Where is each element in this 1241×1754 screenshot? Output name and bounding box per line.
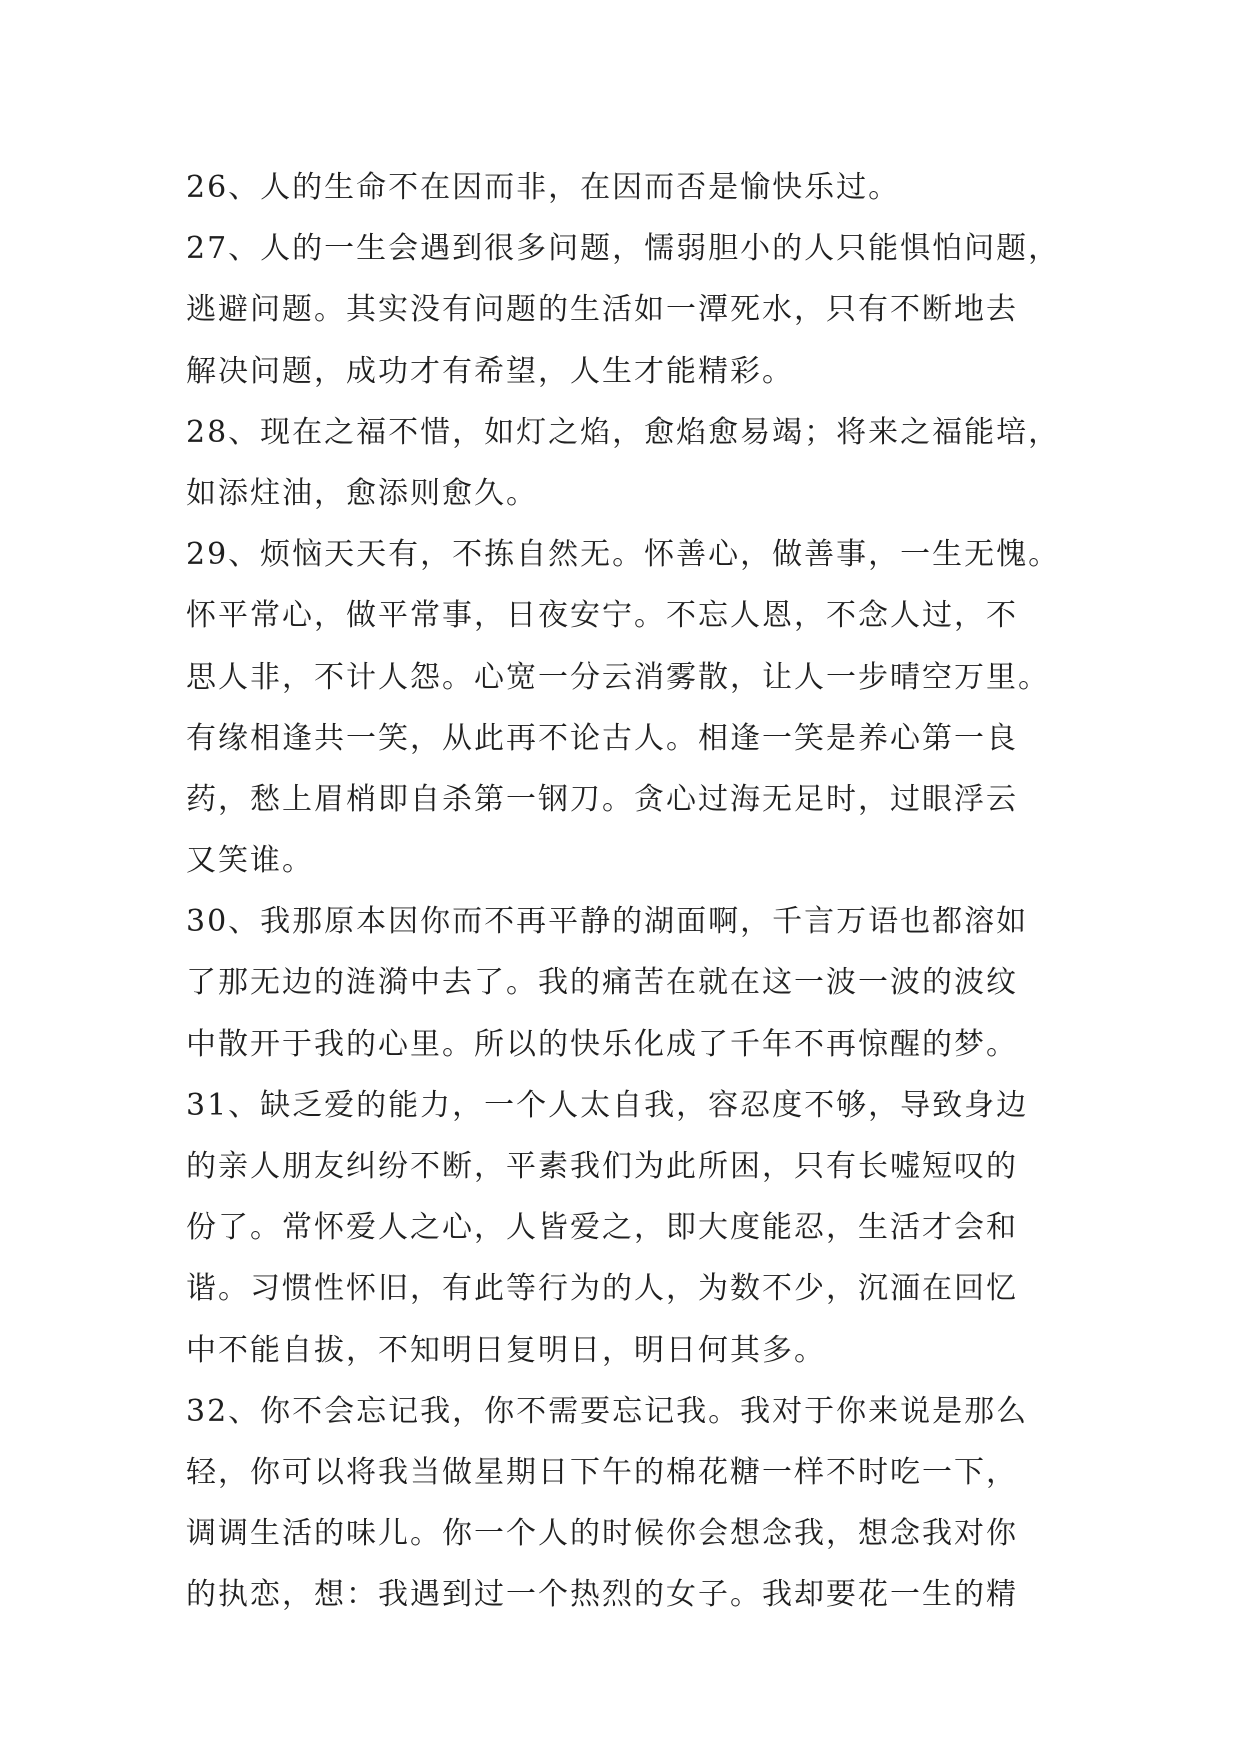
text-line: 31、缺乏爱的能力，一个人太自我，容忍度不够，导致身边 [186,1087,1029,1123]
body-text [186,157,1066,1626]
text-line: 怀平常心，做平常事，日夜安宁。不忘人恩，不念人过，不 [186,598,1018,634]
text-line: 26、人的生命不在因而非，在因而否是愉快乐过。 [186,170,901,205]
text-line: 调调生活的味儿。你一个人的时候你会想念我，想念我对你 [186,1516,1018,1552]
text-line: 份了。常怀爱人之心，人皆爱之，即大度能忍，生活才会和 [186,1210,1018,1246]
text-line: 32、你不会忘记我，你不需要忘记我。我对于你来说是那么 [186,1393,1029,1429]
text-line: 中不能自拔，不知明日复明日，明日何其多。 [186,1332,826,1368]
text-line: 27、人的一生会遇到很多问题，懦弱胆小的人只能惧怕问题， [186,231,1061,267]
text-line: 了那无边的涟漪中去了。我的痛苦在就在这一波一波的波纹 [186,965,1018,1001]
text-line: 谐。习惯性怀旧，有此等行为的人，为数不少，沉湎在回忆 [186,1271,1018,1307]
text-line: 中散开于我的心里。所以的快乐化成了千年不再惊醒的梦。 [186,1026,1018,1062]
text-line: 28、现在之福不惜，如灯之焰，愈焰愈易竭；将来之福能培， [186,414,1061,450]
text-line: 29、烦恼天天有，不拣自然无。怀善心，做善事，一生无愧。 [186,537,1061,573]
text-line: 30、我那原本因你而不再平静的湖面啊，千言万语也都溶如 [186,904,1029,940]
text-line: 轻，你可以将我当做星期日下午的棉花糖一样不时吃一下， [186,1454,1018,1490]
text-line: 有缘相逢共一笑，从此再不论古人。相逢一笑是养心第一良 [186,720,1018,756]
text-line: 的执恋，想：我遇到过一个热烈的女子。我却要花一生的精 [186,1577,1018,1613]
text-line: 逃避问题。其实没有问题的生活如一潭死水，只有不断地去 [186,292,1018,328]
text-line: 药，愁上眉梢即自杀第一钢刀。贪心过海无足时，过眼浮云 [186,781,1018,817]
text-line: 又笑谁。 [186,843,314,879]
text-line: 如添炷油，愈添则愈久。 [186,475,538,511]
text-line: 思人非，不计人怨。心宽一分云消雾散，让人一步晴空万里。 [186,659,1050,695]
text-line: 的亲人朋友纠纷不断，平素我们为此所困，只有长嘘短叹的 [186,1149,1018,1184]
text-line: 解决问题，成功才有希望，人生才能精彩。 [186,353,794,389]
